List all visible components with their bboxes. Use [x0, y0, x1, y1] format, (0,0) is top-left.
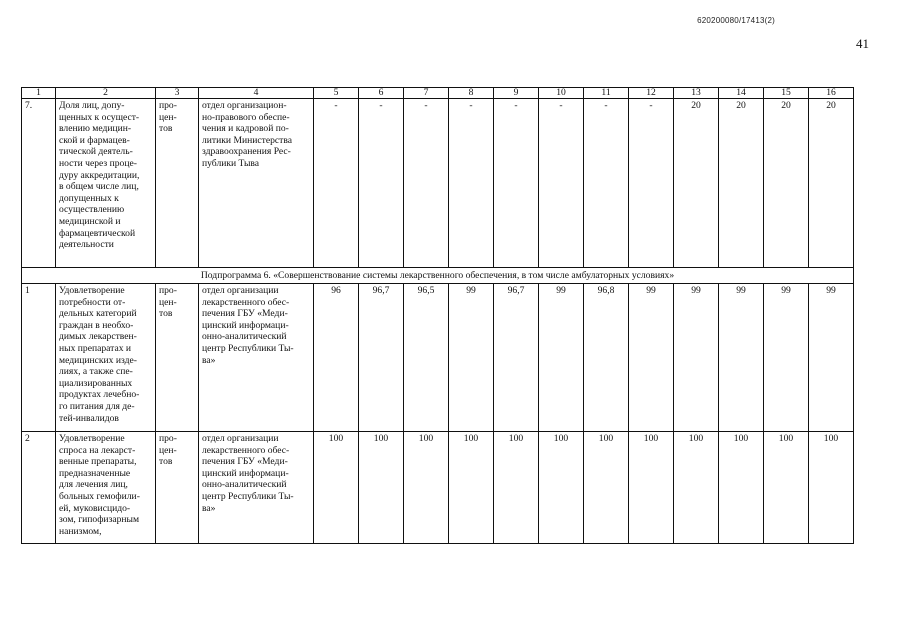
text-line: тов [159, 456, 173, 468]
value-cell: 100 [764, 432, 809, 544]
text-line: цинский информаци- [202, 319, 289, 331]
indicator-name [56, 432, 156, 544]
value-cell: 100 [584, 432, 629, 544]
subprogram-title: Подпрограмма 6. «Совершенствование системы лекарственного обеспечения, в том числе амбулаторных условиях» [22, 268, 854, 284]
text-line: цен- [159, 444, 177, 456]
value-cell: 20 [809, 99, 854, 268]
text-line: щенных к осущест- [59, 111, 140, 123]
text-line: тов [159, 308, 173, 320]
table-row [22, 432, 854, 544]
value-cell: 99 [539, 284, 584, 432]
value-cell: 100 [539, 432, 584, 544]
column-number-cell: 7 [404, 88, 449, 99]
text-line: про- [159, 285, 177, 296]
text-line: лекарственного обес- [202, 444, 290, 456]
text-line: цен- [159, 296, 177, 308]
text-line: но-правового обеспе- [202, 111, 290, 123]
value-cell: - [584, 99, 629, 268]
value-cell: 96 [314, 284, 359, 432]
value-cell: 96,5 [404, 284, 449, 432]
text-line: медицинских изде- [59, 354, 137, 366]
text-line: ва» [202, 502, 216, 514]
value-cell: 100 [359, 432, 404, 544]
document-id: 620200080/17413(2) [697, 16, 775, 25]
value-cell: 100 [674, 432, 719, 544]
table-row [22, 284, 854, 432]
text-line: тей-инвалидов [59, 412, 119, 424]
text-line: Удовлетворение [59, 433, 125, 444]
value-cell: - [629, 99, 674, 268]
text-line: цинский информаци- [202, 467, 289, 479]
text-line: допущенных к [59, 192, 119, 204]
value-cell: 100 [449, 432, 494, 544]
text-line: граждан в необхо- [59, 319, 134, 331]
indicator-name [56, 284, 156, 432]
unit [156, 99, 199, 268]
value-cell: - [359, 99, 404, 268]
text-line: нанизмом, [59, 525, 102, 537]
value-cell: 99 [674, 284, 719, 432]
responsible [199, 432, 314, 544]
column-number-cell: 5 [314, 88, 359, 99]
text-line: про- [159, 433, 177, 444]
text-line: зом, гипофизарным [59, 514, 140, 526]
value-cell: 100 [629, 432, 674, 544]
value-cell: 100 [314, 432, 359, 544]
column-number-cell: 6 [359, 88, 404, 99]
value-cell: 99 [719, 284, 764, 432]
text-line: отдел организации [202, 433, 279, 444]
text-line: про- [159, 100, 177, 111]
text-line: для лечения лиц, [59, 479, 128, 491]
text-line: онно-аналитический [202, 479, 287, 491]
text-line: деятельности [59, 239, 114, 251]
table-row [22, 99, 854, 268]
text-line: венные препараты, [59, 456, 137, 468]
text-line: предназначенные [59, 467, 131, 479]
text-line: тов [159, 123, 173, 135]
text-line: отдел организацион- [202, 100, 287, 111]
text-line: фармацевтической [59, 227, 136, 239]
text-line: потребности от- [59, 296, 126, 308]
text-line: влению медицин- [59, 123, 132, 135]
value-cell: - [404, 99, 449, 268]
text-line: тической деятель- [59, 146, 133, 158]
column-number-cell: 16 [809, 88, 854, 99]
responsible [199, 284, 314, 432]
value-cell: 99 [629, 284, 674, 432]
value-cell: - [314, 99, 359, 268]
unit [156, 432, 199, 544]
column-number-cell: 9 [494, 88, 539, 99]
column-number-cell: 11 [584, 88, 629, 99]
column-number-cell: 3 [156, 88, 199, 99]
value-cell: 96,7 [359, 284, 404, 432]
value-cell: 99 [809, 284, 854, 432]
row-number: 7. [22, 99, 56, 268]
text-line: печения ГБУ «Меди- [202, 456, 288, 468]
column-number-cell: 13 [674, 88, 719, 99]
value-cell: 100 [719, 432, 764, 544]
column-number-cell: 4 [199, 88, 314, 99]
subprogram-row [22, 268, 854, 284]
text-line: медицинской и [59, 215, 121, 227]
text-line: печения ГБУ «Меди- [202, 308, 288, 320]
text-line: лекарственного обес- [202, 296, 290, 308]
value-cell: 100 [809, 432, 854, 544]
column-number-cell: 1 [22, 88, 56, 99]
value-cell: - [539, 99, 584, 268]
column-number-cell: 12 [629, 88, 674, 99]
text-line: осуществлению [59, 204, 125, 216]
text-line: здравоохранения Рес- [202, 146, 291, 158]
column-number-cell: 14 [719, 88, 764, 99]
text-line: димых лекарствен- [59, 331, 137, 343]
text-line: ей, муковисцидо- [59, 502, 131, 514]
responsible [199, 99, 314, 268]
row-number: 1 [22, 284, 56, 432]
text-line: чения и кадровой по- [202, 123, 289, 135]
page-number: 41 [856, 36, 869, 51]
column-number-row [22, 88, 854, 99]
text-line: го питания для де- [59, 400, 135, 412]
text-line: ных препаратах и [59, 342, 132, 354]
text-line: центр Республики Ты- [202, 342, 294, 354]
column-number-cell: 2 [56, 88, 156, 99]
text-line: дельных категорий [59, 308, 137, 320]
text-line: больных гемофили- [59, 490, 140, 502]
value-cell: 20 [719, 99, 764, 268]
text-line: в общем числе лиц, [59, 181, 139, 193]
value-cell: 96,8 [584, 284, 629, 432]
value-cell: 99 [764, 284, 809, 432]
text-line: лиях, а также спе- [59, 366, 133, 378]
text-line: центр Республики Ты- [202, 490, 294, 502]
value-cell: - [449, 99, 494, 268]
column-number-cell: 15 [764, 88, 809, 99]
text-line: ской и фармацев- [59, 134, 130, 146]
text-line: Удовлетворение [59, 285, 125, 296]
value-cell: 20 [674, 99, 719, 268]
text-line: ности через проце- [59, 157, 137, 169]
unit [156, 284, 199, 432]
value-cell: 100 [494, 432, 539, 544]
text-line: дуру аккредитации, [59, 169, 140, 181]
value-cell: - [494, 99, 539, 268]
text-line: цен- [159, 111, 177, 123]
value-cell: 20 [764, 99, 809, 268]
value-cell: 100 [404, 432, 449, 544]
text-line: онно-аналитический [202, 331, 287, 343]
text-line: ва» [202, 354, 216, 366]
text-line: спроса на лекарст- [59, 444, 136, 456]
column-number-cell: 8 [449, 88, 494, 99]
row-number: 2 [22, 432, 56, 544]
indicator-name [56, 99, 156, 268]
text-line: публики Тыва [202, 157, 260, 169]
value-cell: 96,7 [494, 284, 539, 432]
column-number-cell: 10 [539, 88, 584, 99]
text-line: продуктах лечебно- [59, 389, 140, 401]
text-line: циализированных [59, 377, 133, 389]
text-line: отдел организации [202, 285, 279, 296]
text-line: литики Министерства [202, 134, 292, 146]
indicator-table [21, 87, 854, 544]
text-line: Доля лиц, допу- [59, 100, 125, 111]
value-cell: 99 [449, 284, 494, 432]
